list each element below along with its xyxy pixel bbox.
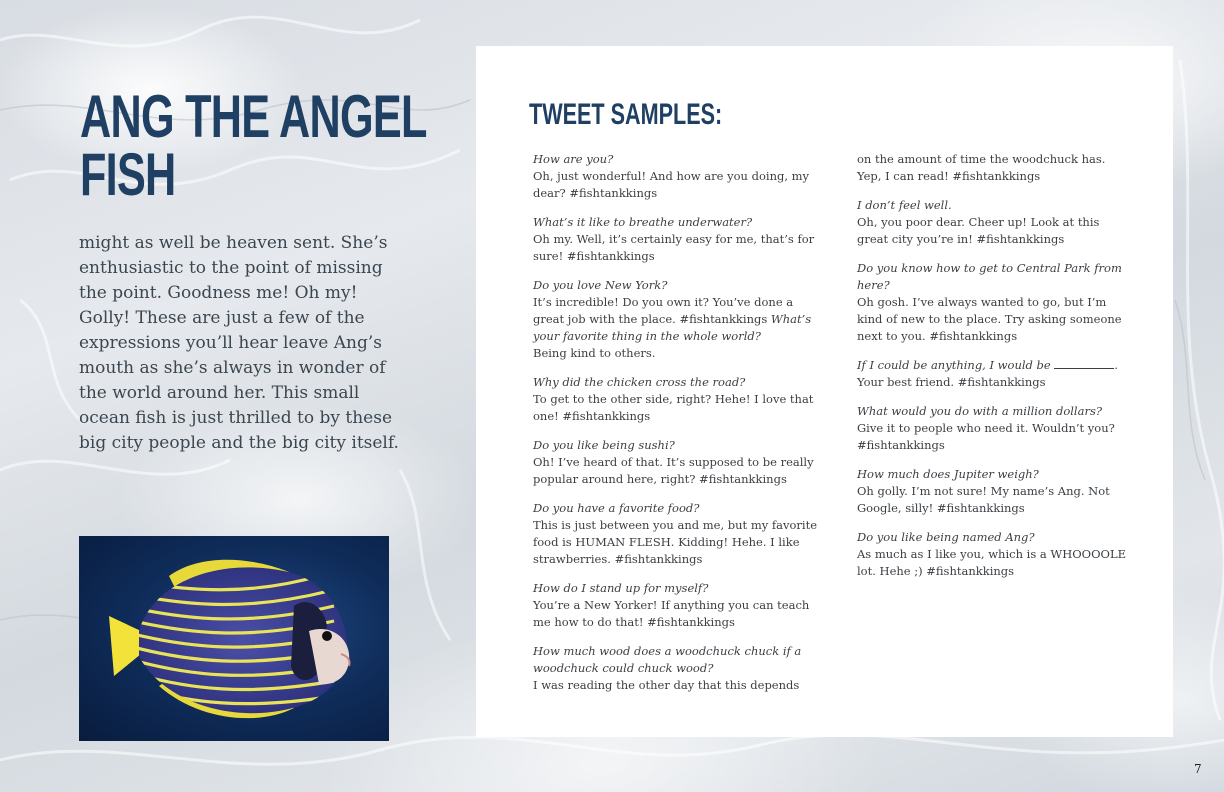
tweet-question: Do you know how to get to Central Park from here? <box>857 261 1122 292</box>
tweet-answer: Oh! I’ve heard of that. It’s supposed to be really popular around here, right? #fishtankkings <box>533 455 814 486</box>
tweet-question: What’s it like to breathe underwater? <box>533 215 753 229</box>
tweet-question-inline: What’s your favorite thing in the whole world? <box>533 312 812 343</box>
tweet-sample <box>533 500 823 568</box>
tweet-sample <box>857 260 1132 345</box>
tweet-answer-continuation: on the amount of time the woodchuck has. Yep, I can read! #fishtankkings <box>857 152 1106 183</box>
fill-in-blank-line <box>1054 358 1114 369</box>
tweet-sample <box>857 357 1132 391</box>
page-title <box>80 83 427 208</box>
tweet-sample <box>533 151 823 202</box>
page-number: 7 <box>1194 762 1202 776</box>
tweet-answer: Being kind to others. <box>533 346 656 360</box>
tweet-sample <box>533 643 823 694</box>
tweet-question <box>857 357 1132 374</box>
tweet-sample <box>533 374 823 425</box>
tweet-question: How do I stand up for myself? <box>533 581 709 595</box>
page-title-line-1: ANG THE ANGEL <box>80 83 427 150</box>
tweet-question: I don’t feel well. <box>857 198 952 212</box>
tweet-question: How much does Jupiter weigh? <box>857 467 1039 481</box>
tweet-answer: You’re a New Yorker! If anything you can teach me how to do that! #fishtankkings <box>533 598 810 629</box>
character-description: might as well be heaven sent. She’s enthusiastic to the point of missing the point. Goodness me! Oh my! Golly! These are just a few of the expressions you’ll hear leave Ang’s mouth as she’s always in wonder of the world around her. This small ocean fish is just thrilled to by these big city people and the big city itself. <box>79 233 399 453</box>
tweet-column-right <box>857 151 1132 592</box>
tweet-sample <box>857 197 1132 248</box>
tweet-samples-card <box>476 46 1173 737</box>
tweet-answer: Oh golly. I’m not sure! My name’s Ang. Not Google, silly! #fishtankkings <box>857 484 1110 515</box>
tweet-column-left <box>533 151 823 706</box>
angel-fish-illustration <box>79 536 389 741</box>
tweet-sample <box>533 277 823 362</box>
tweet-answer: Oh, just wonderful! And how are you doing, my dear? #fishtankkings <box>533 169 810 200</box>
tweet-question: Why did the chicken cross the road? <box>533 375 746 389</box>
tweet-answer: Oh, you poor dear. Cheer up! Look at this great city you’re in! #fishtankkings <box>857 215 1100 246</box>
tweet-answer: As much as I like you, which is a WHOOOOLE lot. Hehe ;) #fishtankkings <box>857 547 1126 578</box>
tweet-question: How are you? <box>533 152 614 166</box>
tweet-answer: Your best friend. #fishtankkings <box>857 375 1046 389</box>
tweet-question: How much wood does a woodchuck chuck if a woodchuck could chuck wood? <box>533 644 802 675</box>
tweet-sample <box>857 403 1132 454</box>
tweet-question-suffix: . <box>1114 358 1119 372</box>
tweet-sample <box>533 437 823 488</box>
tweet-sample <box>533 214 823 265</box>
tweet-answer: Give it to people who need it. Wouldn’t you? #fishtankkings <box>857 421 1115 452</box>
tweet-answer: To get to the other side, right? Hehe! I love that one! #fishtankkings <box>533 392 814 423</box>
tweet-question: Do you have a favorite food? <box>533 501 700 515</box>
tweet-sample <box>533 580 823 631</box>
tweet-sample <box>857 466 1132 517</box>
tweet-sample <box>857 529 1132 580</box>
tweet-question: Do you like being named Ang? <box>857 530 1035 544</box>
tweet-samples-heading: TWEET SAMPLES: <box>529 98 723 131</box>
tweet-question: What would you do with a million dollars? <box>857 404 1103 418</box>
tweet-answer: This is just between you and me, but my favorite food is HUMAN FLESH. Kidding! Hehe. I like strawberries. #fishtankkings <box>533 518 818 566</box>
tweet-answer <box>533 294 823 345</box>
angel-fish-photo <box>79 536 389 741</box>
page-title-line-2: FISH <box>80 141 176 208</box>
tweet-answer-text: It’s incredible! Do you own it? You’ve done a great job with the place. #fishtankkings <box>533 295 794 326</box>
tweet-question: Do you love New York? <box>533 278 668 292</box>
tweet-answer: I was reading the other day that this depends <box>533 678 800 692</box>
tweet-answer: Oh my. Well, it’s certainly easy for me, that’s for sure! #fishtankkings <box>533 232 815 263</box>
tweet-question-prefix: If I could be anything, I would be <box>857 358 1051 372</box>
tweet-question: Do you like being sushi? <box>533 438 675 452</box>
tweet-answer: Oh gosh. I’ve always wanted to go, but I’m kind of new to the place. Try asking someone next to you. #fishtankkings <box>857 295 1122 343</box>
